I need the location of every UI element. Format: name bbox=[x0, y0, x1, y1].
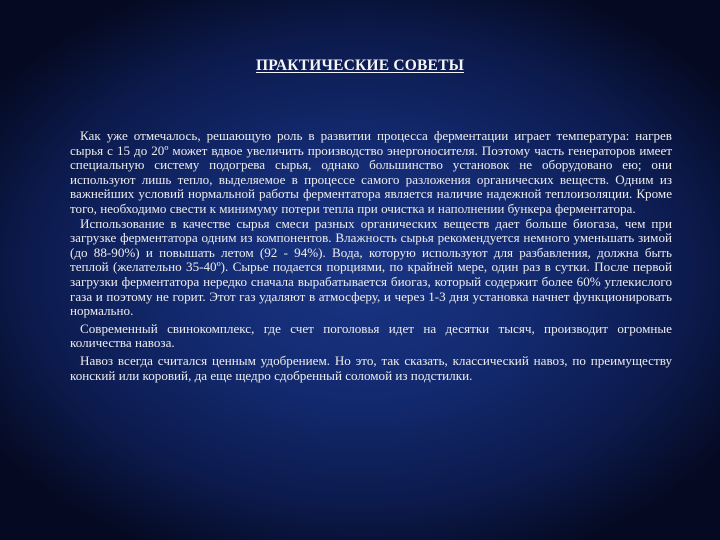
paragraph-temperature: Как уже отмечалось, решающую роль в развитии процесса ферментации играет температура: нагрев сырья с 15 до 20º может вдвое увеличить производство энергоносителя. Поэтому часть генераторов имеет специальную систему подогрева сырья, однако большинство установок не оборудовано ею; они используют лишь тепло, выделяемое в процессе самого разложения органических веществ. Одним из важнейших условий нормальной работы ферментатора является наличие надежной теплоизоляции. Кроме того, необходимо свести к минимуму потери тепла при очистка и наполнении бункера ферментатора. bbox=[70, 128, 672, 216]
paragraph-pig-complex: Современный свинокомплекс, где счет поголовья идет на десятки тысяч, производит огромные количества навоза. bbox=[70, 320, 672, 351]
slide-body bbox=[70, 129, 672, 383]
paragraph-manure: Навоз всегда считался ценным удобрением. Но это, так сказать, классический навоз, по преимуществу конский или коровий, да еще щедро сдобренный соломой из подстилки. bbox=[70, 352, 672, 383]
paragraph-raw-material: Использование в качестве сырья смеси разных органических веществ дает больше биогаза, чем при загрузке ферментатора одним из компонентов. Влажность сырья рекомендуется немного уменьшать зимой (до 88-90%) и повышать летом (92 - 94%). Вода, которую используют для разбавления, должна быть теплой (желательно 35-40º). Сырье подается порциями, по крайней мере, один раз в сутки. После первой загрузки ферментатора нередко сначала вырабатывается биогаз, который содержит более 60% углекислого газа и поэтому не горит. Этот газ удаляют в атмосферу, и через 1-3 дня установка начнет функционировать нормально. bbox=[70, 215, 672, 319]
slide-title: ПРАКТИЧЕСКИЕ СОВЕТЫ bbox=[255, 57, 465, 74]
